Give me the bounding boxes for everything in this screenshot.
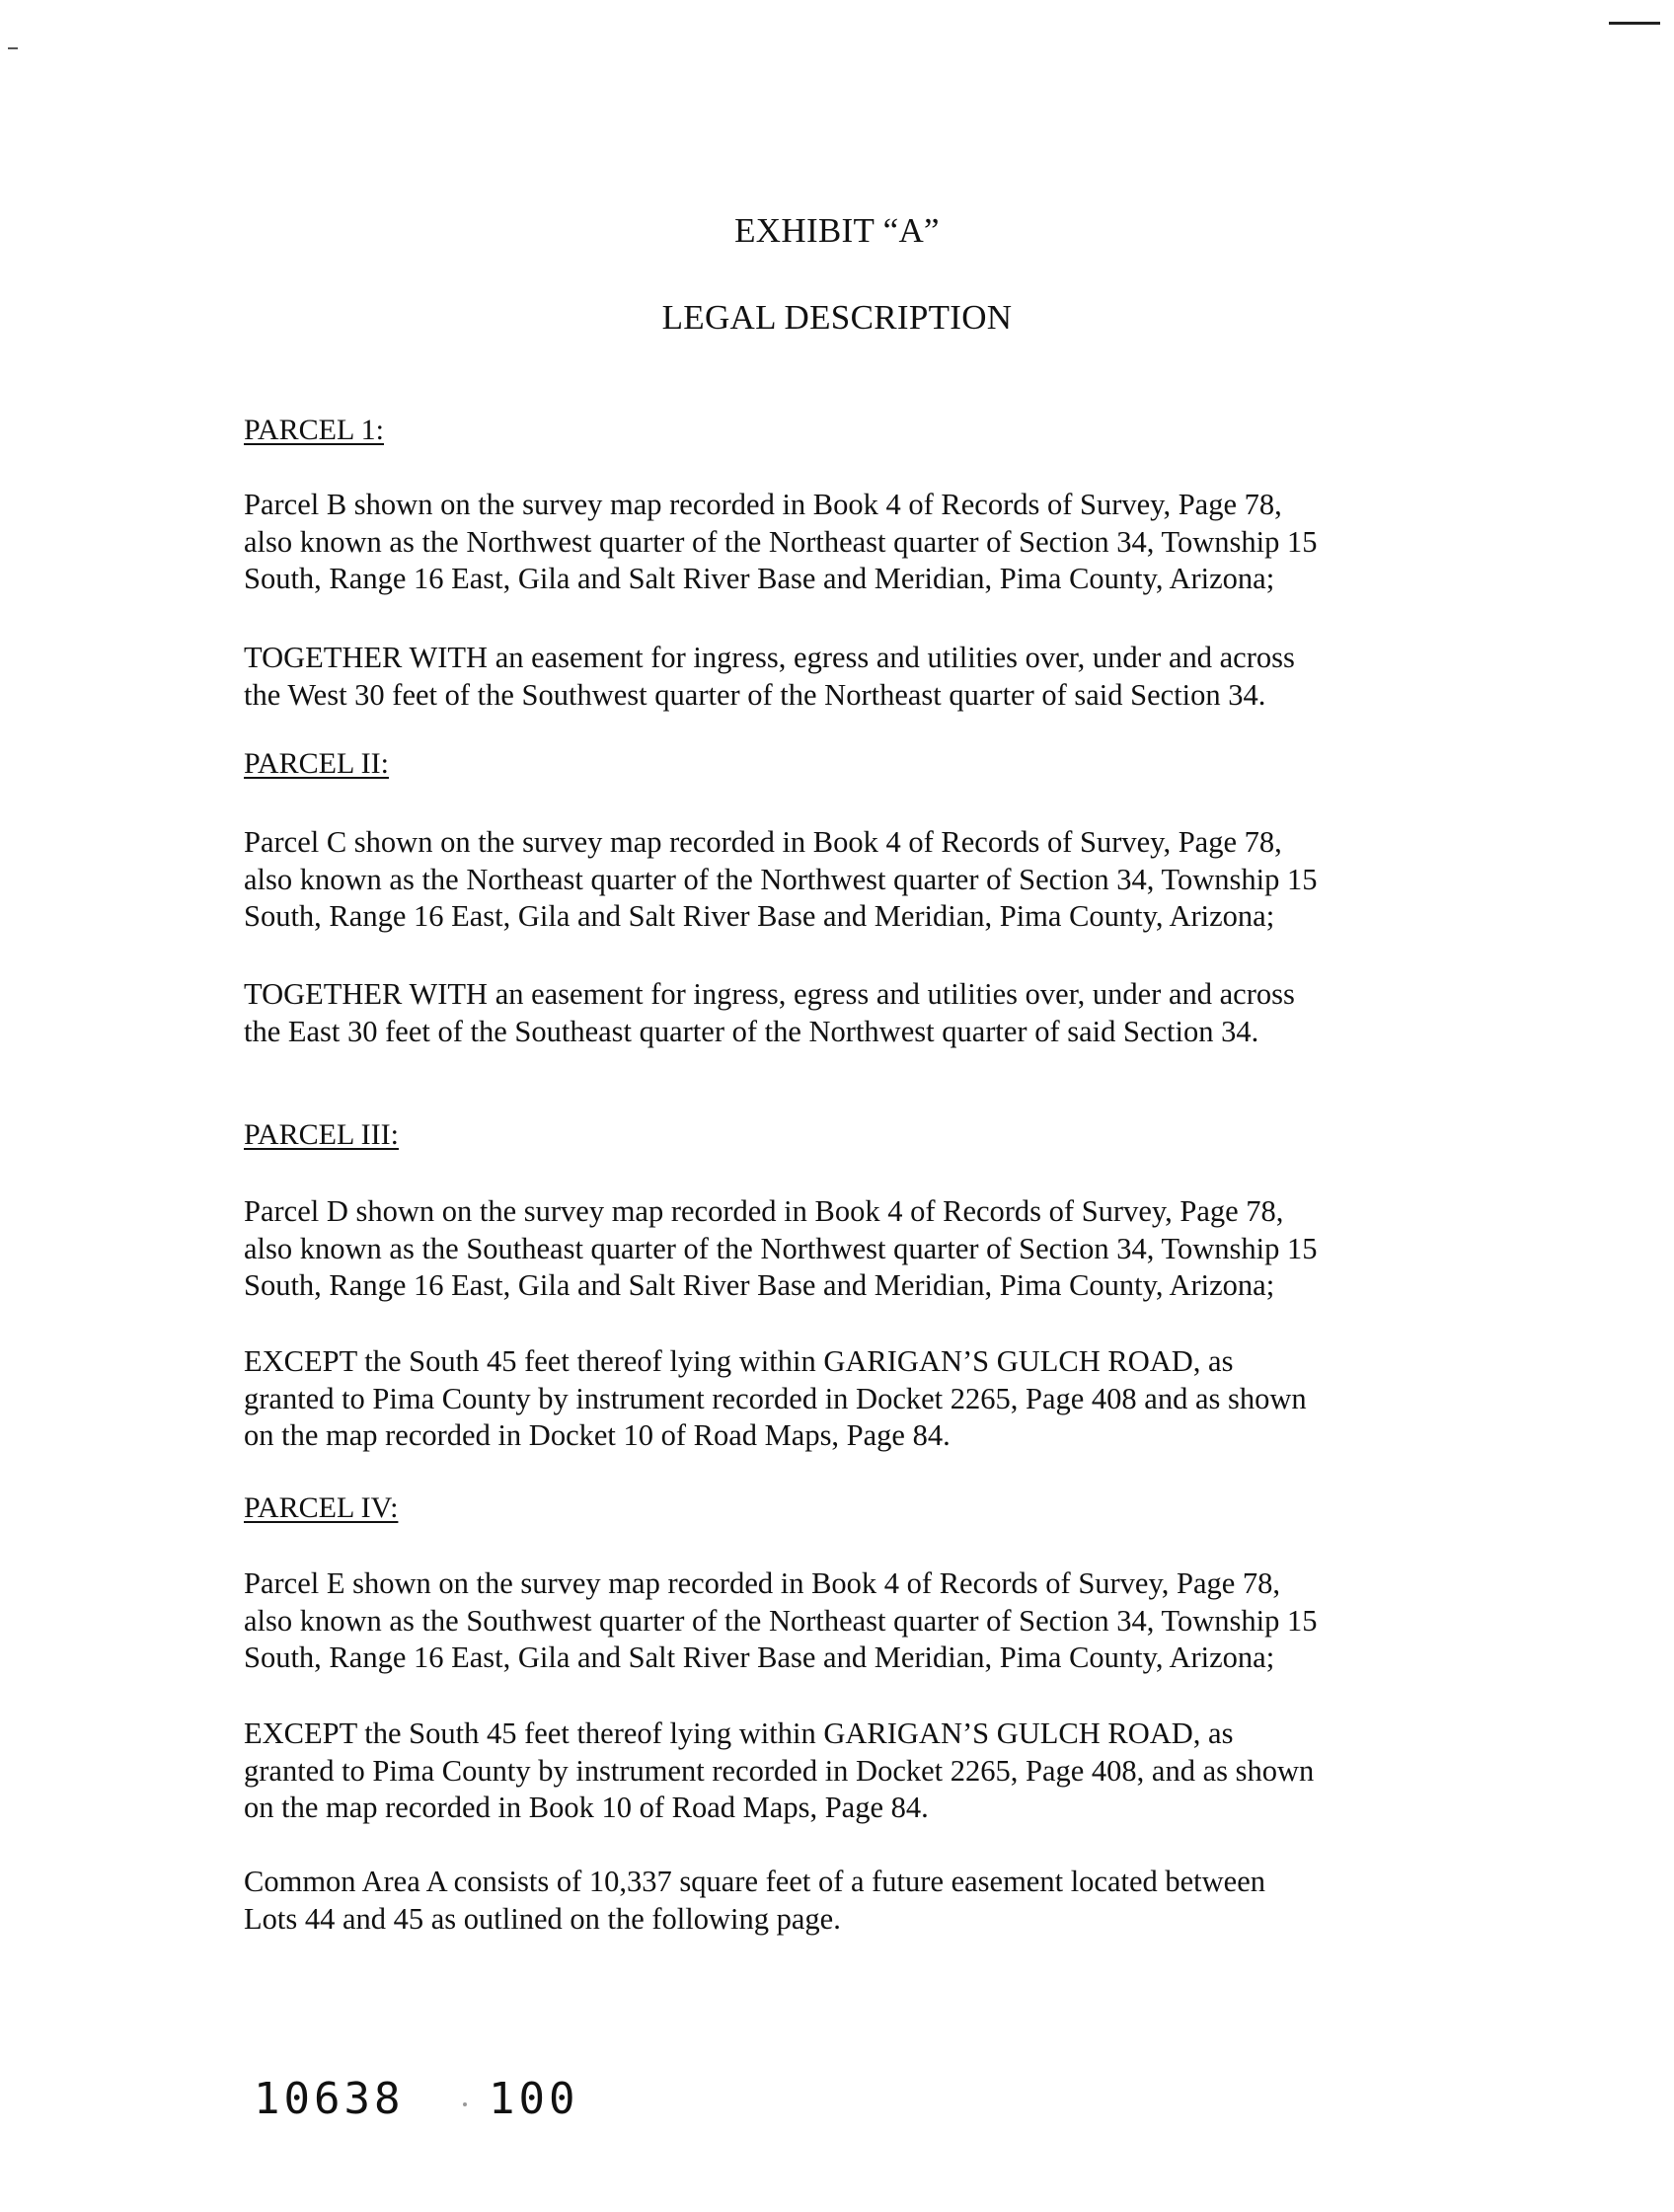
scan-mark (1609, 22, 1660, 25)
easement-clause (244, 976, 1428, 1050)
parcel-heading: PARCEL III: (244, 1118, 399, 1151)
legal-description-title: LEGAL DESCRIPTION (661, 298, 1013, 337)
exhibit-title: EXHIBIT “A” (734, 211, 940, 250)
page-number-stamp: 100 (489, 2074, 579, 2124)
text-line: granted to Pima County by instrument recorded in Docket 2265, Page 408 and as shown (244, 1381, 1307, 1415)
easement-clause (244, 640, 1428, 714)
text-line: Parcel E shown on the survey map recorded in Book 4 of Records of Survey, Page 78, (244, 1566, 1281, 1600)
exception-clause (244, 1343, 1428, 1455)
docket-number-stamp: 10638 (254, 2074, 405, 2124)
exception-clause (244, 1716, 1428, 1827)
text-line: EXCEPT the South 45 feet thereof lying within GARIGAN’S GULCH ROAD, as (244, 1344, 1234, 1378)
text-line: Parcel B shown on the survey map recorded in Book 4 of Records of Survey, Page 78, (244, 488, 1282, 521)
scan-speck (463, 2102, 467, 2106)
parcel-heading: PARCEL II: (244, 747, 389, 780)
parcel-description (244, 1193, 1428, 1305)
scan-mark (8, 47, 18, 49)
text-line: the West 30 feet of the Southwest quarter of the Northeast quarter of said Section 34. (244, 677, 1266, 712)
text-line: also known as the Northwest quarter of the Northeast quarter of Section 34, Township 15 (244, 524, 1318, 559)
text-line: South, Range 16 East, Gila and Salt River Base and Meridian, Pima County, Arizona; (244, 899, 1275, 933)
text-line: South, Range 16 East, Gila and Salt River Base and Meridian, Pima County, Arizona; (244, 1268, 1275, 1302)
text-line: granted to Pima County by instrument recorded in Docket 2265, Page 408, and as shown (244, 1753, 1315, 1788)
parcel-description (244, 824, 1428, 936)
text-line: on the map recorded in Docket 10 of Road Maps, Page 84. (244, 1418, 951, 1452)
text-line: TOGETHER WITH an easement for ingress, egress and utilities over, under and across (244, 641, 1295, 674)
text-line: Parcel C shown on the survey map recorded in Book 4 of Records of Survey, Page 78, (244, 825, 1282, 859)
common-area-note (244, 1864, 1428, 1938)
text-line: South, Range 16 East, Gila and Salt River Base and Meridian, Pima County, Arizona; (244, 1640, 1275, 1674)
parcel-heading: PARCEL IV: (244, 1491, 399, 1524)
text-line: TOGETHER WITH an easement for ingress, egress and utilities over, under and across (244, 977, 1295, 1011)
text-line: also known as the Southeast quarter of the Northwest quarter of Section 34, Township 15 (244, 1231, 1318, 1265)
text-line: also known as the Southwest quarter of the Northeast quarter of Section 34, Township 15 (244, 1603, 1318, 1638)
parcel-description (244, 487, 1428, 598)
text-line: on the map recorded in Book 10 of Road Maps, Page 84. (244, 1791, 929, 1824)
text-line: the East 30 feet of the Southeast quarter of the Northwest quarter of said Section 34. (244, 1014, 1259, 1048)
text-line: Parcel D shown on the survey map recorded in Book 4 of Records of Survey, Page 78, (244, 1194, 1284, 1228)
text-line: Common Area A consists of 10,337 square feet of a future easement located between (244, 1865, 1265, 1898)
text-line: Lots 44 and 45 as outlined on the following page. (244, 1901, 841, 1936)
text-line: EXCEPT the South 45 feet thereof lying within GARIGAN’S GULCH ROAD, as (244, 1716, 1234, 1750)
parcel-heading: PARCEL 1: (244, 414, 384, 446)
text-line: South, Range 16 East, Gila and Salt River Base and Meridian, Pima County, Arizona; (244, 562, 1275, 595)
text-line: also known as the Northeast quarter of the Northwest quarter of Section 34, Township 15 (244, 862, 1318, 896)
parcel-description (244, 1565, 1428, 1677)
